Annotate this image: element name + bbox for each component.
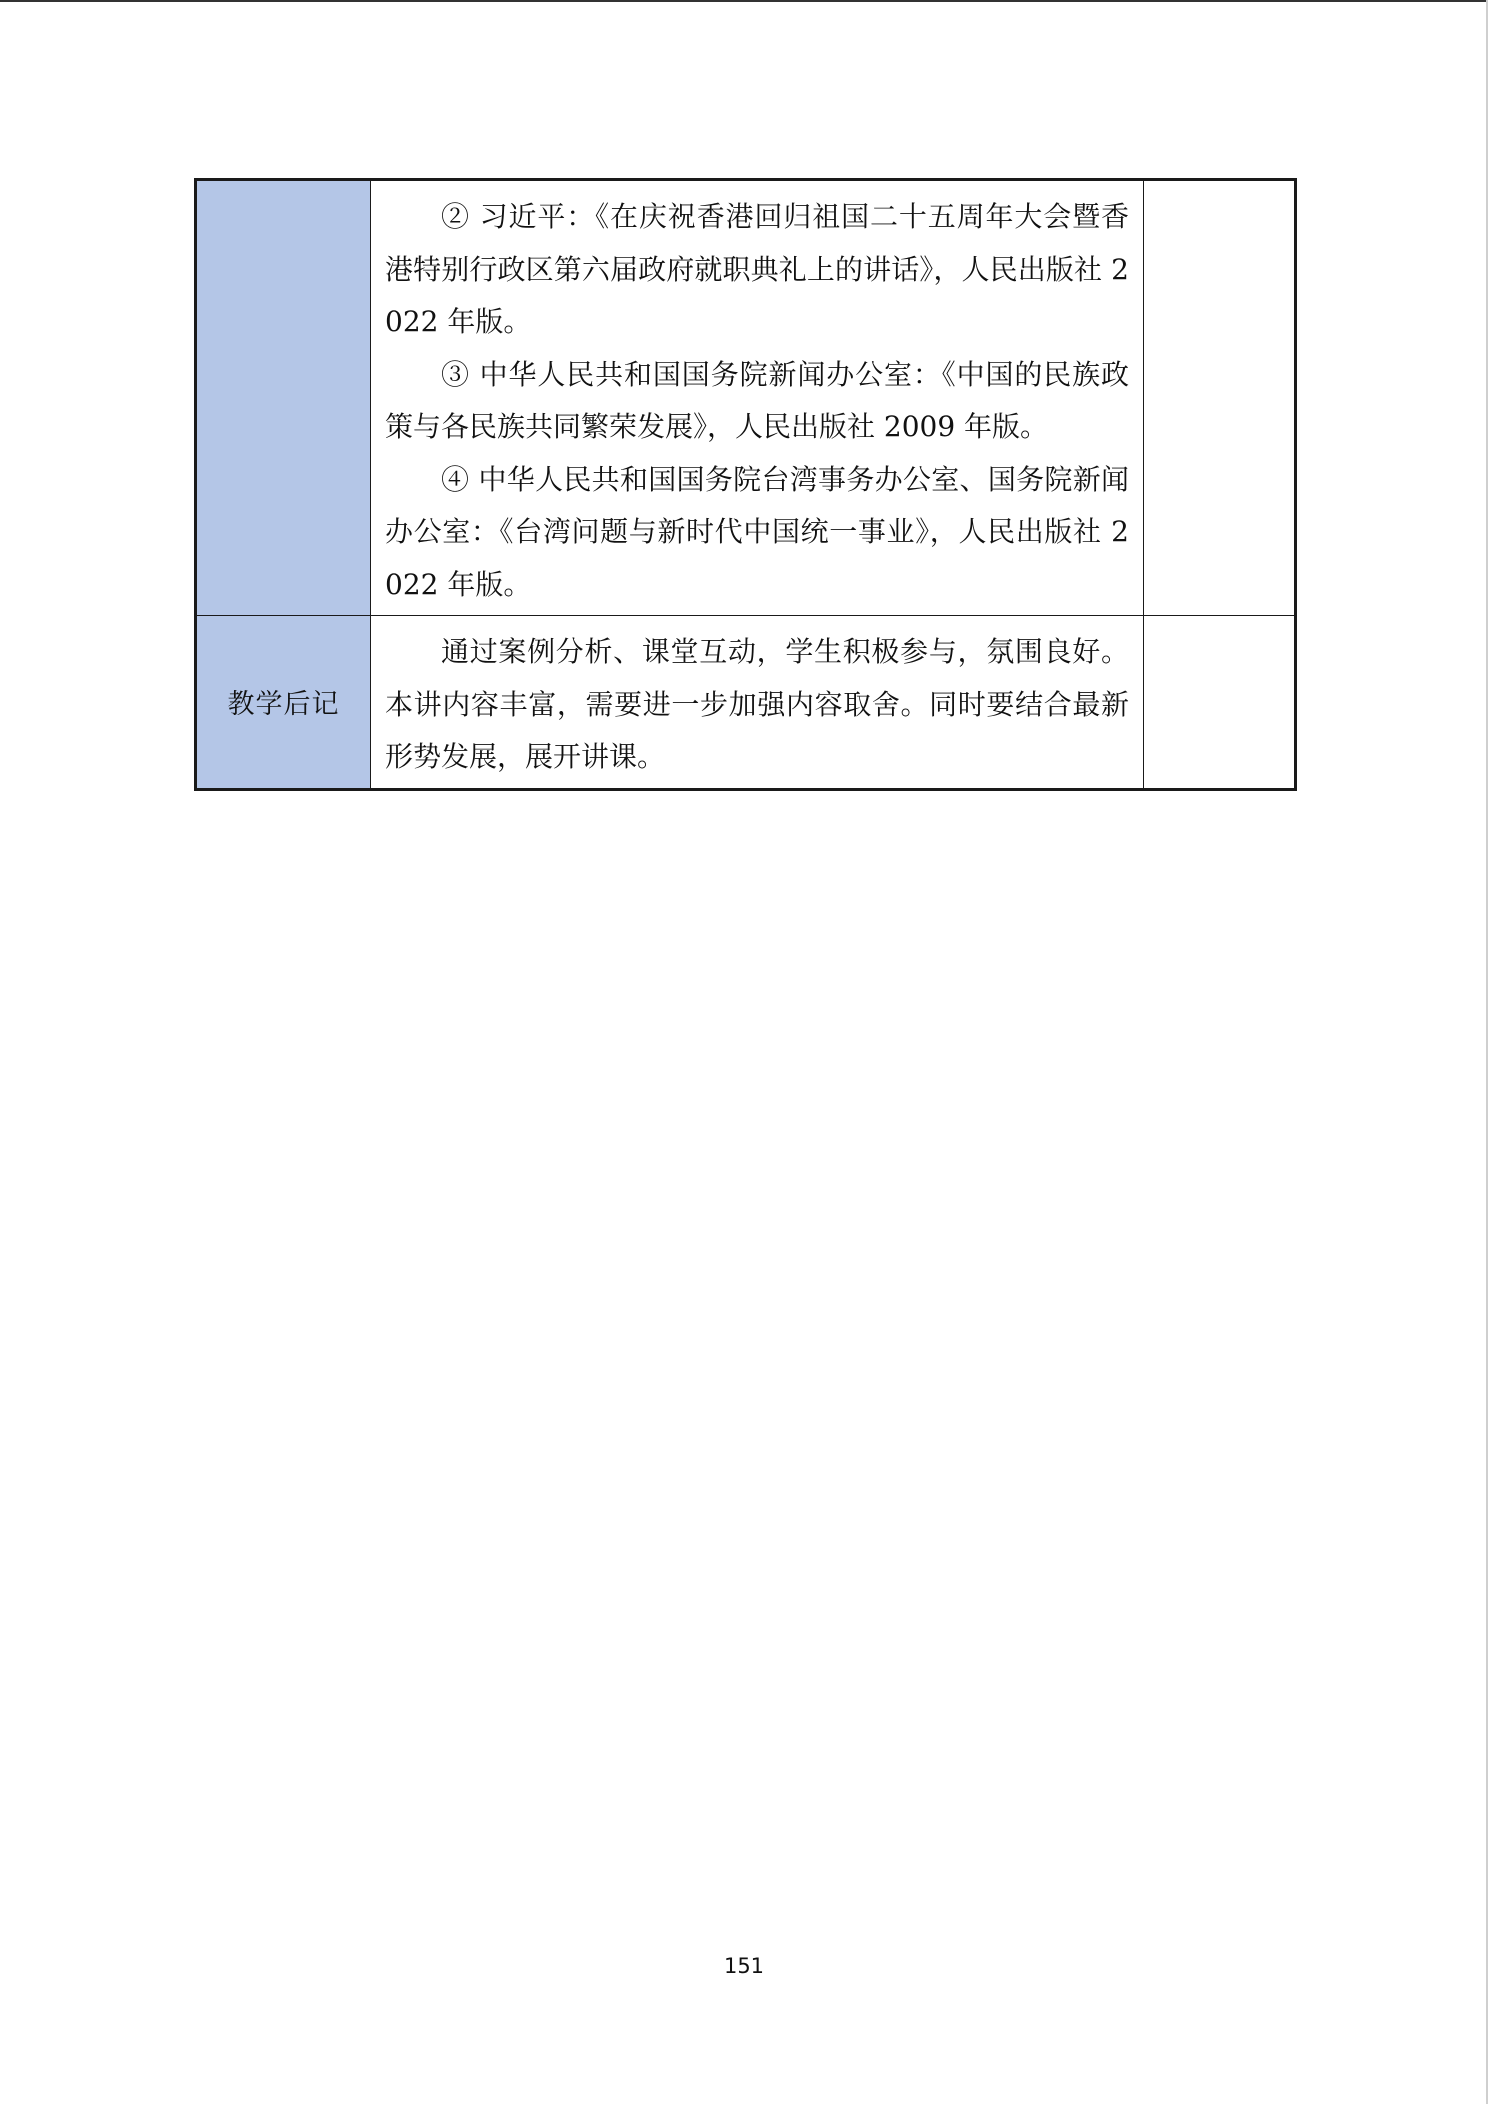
postscript-label-cell: [196, 616, 371, 790]
postscript-content-cell: [371, 616, 1144, 790]
reference-item: ③ 中华人民共和国国务院新闻办公室：《中国的民族政策与各民族共同繁荣发展》，人民出版社 2009 年版。: [385, 357, 1129, 443]
references-label-cell: [196, 180, 371, 616]
page-top-edge: [0, 0, 1488, 2]
postscript-label: 教学后记: [227, 689, 340, 721]
postscript-row: [196, 616, 1296, 790]
reference-item: ② 习近平：《在庆祝香港回归祖国二十五周年大会暨香港特别行政区第六届政府就职典礼上的讲话》，人民出版社 2022 年版。: [385, 200, 1129, 338]
postscript-text: 通过案例分析、课堂互动，学生积极参与，氛围良好。本讲内容丰富，需要进一步加强内容取舍。同时要结合最新形势发展，展开讲课。: [385, 635, 1129, 773]
postscript-note-cell: [1144, 616, 1296, 790]
references-note-cell: [1144, 180, 1296, 616]
page-number: 151: [723, 1954, 765, 1978]
references-content-cell: [371, 180, 1144, 616]
reference-item: ④ 中华人民共和国国务院台湾事务办公室、国务院新闻办公室：《台湾问题与新时代中国统一事业》，人民出版社 2022 年版。: [385, 462, 1129, 601]
references-row: [196, 180, 1296, 616]
lesson-plan-table: [194, 178, 1297, 791]
